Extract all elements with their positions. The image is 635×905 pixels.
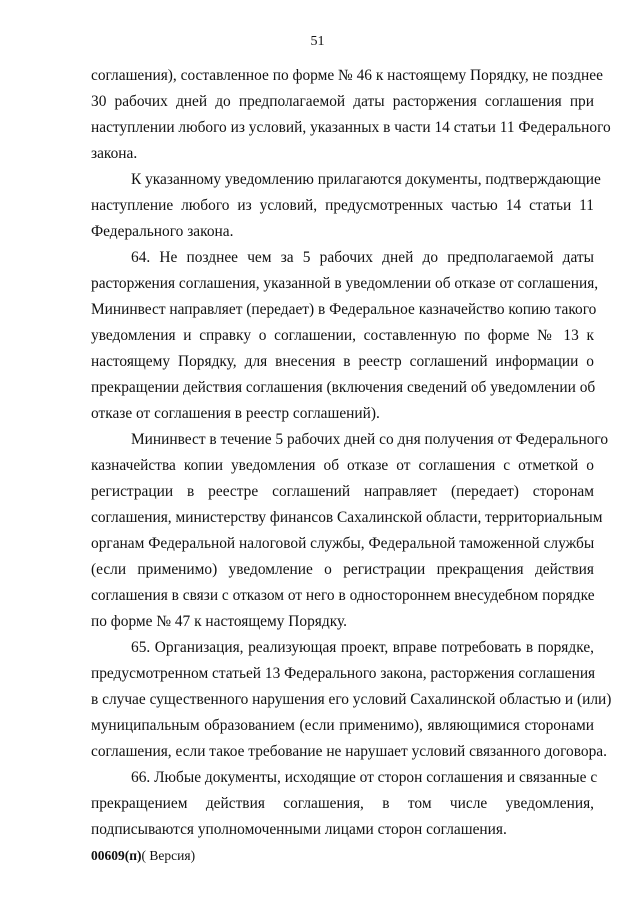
text-line: прекращением действия соглашения, в том числе уведомления, [91, 795, 594, 812]
text-line: подписываются уполномоченными лицами сторон соглашения. [91, 821, 507, 838]
text-line: наступление любого из условий, предусмотренных частью 14 статьи 11 [91, 197, 594, 214]
text-line: (если применимо) уведомление о регистрации прекращения действия [91, 561, 594, 578]
text-line: 65. Организация, реализующая проект, вправе потребовать в порядке, [131, 639, 594, 656]
document-version: ( Версия) [141, 848, 196, 863]
text-line: 66. Любые документы, исходящие от сторон соглашения и связанные с [131, 769, 598, 786]
text-line: 30 рабочих дней до предполагаемой даты расторжения соглашения при [91, 93, 594, 110]
text-line: регистрации в реестре соглашений направляет (передает) сторонам [91, 483, 594, 500]
text-line: прекращении действия соглашения (включения сведений об уведомлении об [91, 379, 596, 396]
text-line: уведомления и справку о соглашении, составленную по форме № 13 к [91, 327, 594, 344]
text-line: соглашения, если такое требование не нарушает условий связанного договора. [91, 743, 607, 760]
text-line: Мининвест направляет (передает) в Федеральное казначейство копию такого [91, 301, 597, 318]
document-code-footer [91, 847, 195, 865]
text-line: Мининвест в течение 5 рабочих дней со дня получения от Федерального [131, 431, 609, 448]
text-line: соглашения, министерству финансов Сахалинской области, территориальным [91, 509, 603, 526]
text-line: отказе от соглашения в реестр соглашений). [91, 405, 380, 422]
text-line: К указанному уведомлению прилагаются документы, подтверждающие [131, 171, 601, 188]
text-line: по форме № 47 к настоящему Порядку. [91, 613, 347, 630]
text-line: муниципальным образованием (если применимо), являющимися сторонами [91, 717, 594, 734]
text-line: 64. Не позднее чем за 5 рабочих дней до предполагаемой даты [131, 249, 594, 266]
text-line: расторжения соглашения, указанной в уведомлении об отказе от соглашения, [91, 275, 599, 292]
document-code: 00609(п) [91, 848, 142, 863]
text-line: закона. [91, 145, 138, 162]
text-line: в случае существенного нарушения его условий Сахалинской областью и (или) [91, 691, 612, 708]
text-line: наступлении любого из условий, указанных в части 14 статьи 11 Федерального [91, 119, 611, 136]
text-line: соглашения в связи с отказом от него в одностороннем внесудебном порядке [91, 587, 595, 604]
text-line: предусмотренном статьей 13 Федерального закона, расторжения соглашения [91, 665, 596, 682]
text-line: казначейства копии уведомления об отказе от соглашения с отметкой о [91, 457, 594, 474]
text-line: настоящему Порядку, для внесения в реестр соглашений информации о [91, 353, 594, 370]
page-number: 51 [310, 34, 325, 49]
text-line: органам Федеральной налоговой службы, Федеральной таможенной службы [91, 535, 595, 552]
text-line: соглашения), составленное по форме № 46 к настоящему Порядку, не позднее [91, 67, 603, 84]
text-line: Федерального закона. [91, 223, 234, 240]
